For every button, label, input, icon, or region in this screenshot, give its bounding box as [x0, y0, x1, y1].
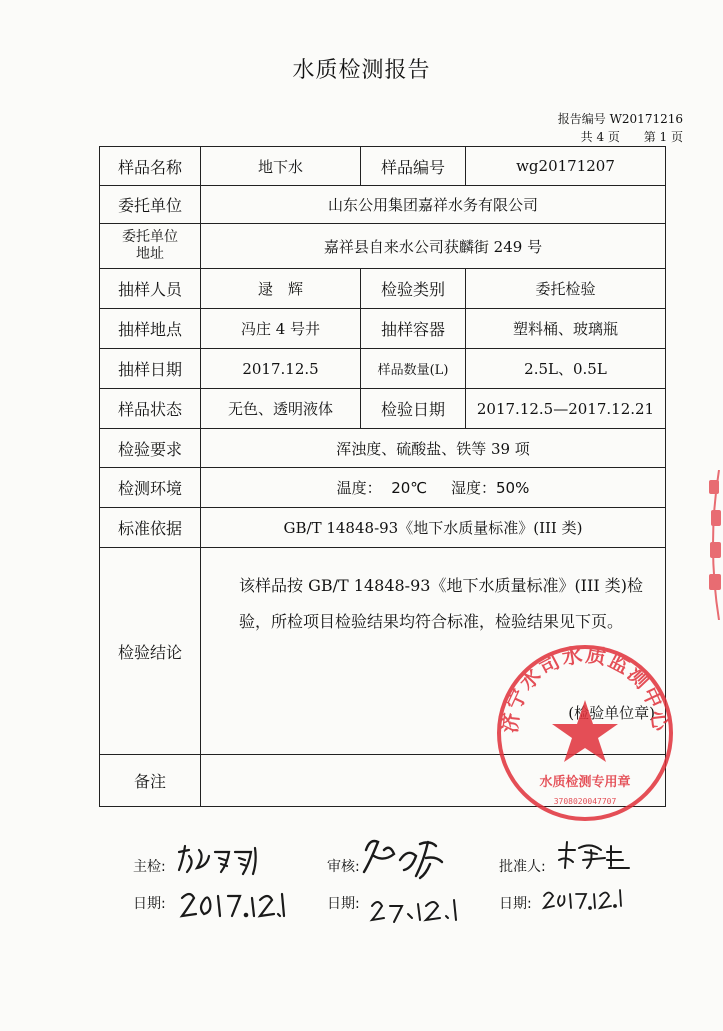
container-value: 塑料桶、玻璃瓶	[466, 309, 666, 349]
table-row	[100, 186, 666, 224]
table-row	[100, 309, 666, 349]
test-type-label: 检验类别	[361, 269, 466, 309]
standard-label: 标准依据	[100, 508, 201, 548]
requirement-value: 浑浊度、硫酸盐、铁等 39 项	[201, 429, 666, 468]
state-value: 无色、透明液体	[201, 389, 361, 429]
approver-label: 批准人:	[499, 859, 546, 875]
page-number: 第 1 页	[643, 130, 683, 144]
sampler-label: 抽样人员	[100, 269, 201, 309]
table-row	[100, 468, 666, 508]
stamp-subtext: 水质检测专用章	[539, 775, 631, 790]
table-row	[100, 224, 666, 269]
conclusion-text: 该样品按 GB/T 14848-93《地下水质量标准》(III 类)检验，所检项目检验结果均符合标准，检验结果见下页。	[239, 576, 643, 631]
client-address-label-line2: 地址	[136, 246, 164, 262]
table-row	[100, 349, 666, 389]
table-row	[100, 429, 666, 468]
sampling-date-label: 抽样日期	[100, 349, 201, 389]
test-date-value: 2017.12.5—2017.12.21	[466, 389, 666, 429]
requirement-label: 检验要求	[100, 429, 201, 468]
sample-name-label: 样品名称	[100, 147, 201, 186]
stamp-text: 济宁水司水质监测中心	[497, 642, 673, 734]
edge-stamp-fragment	[701, 470, 723, 620]
report-number: 报告编号 W20171216	[557, 112, 683, 126]
reviewer-date-handwritten	[368, 892, 468, 926]
client-address-value: 嘉祥县自来水公司获麟街 249 号	[201, 224, 666, 269]
environment-value: 温度： 20℃ 湿度：50%	[201, 468, 666, 508]
test-date-label: 检验日期	[361, 389, 466, 429]
test-type-value: 委托检验	[466, 269, 666, 309]
seal-note: (检验单位章)	[568, 704, 655, 722]
inspector-date-handwritten	[178, 886, 288, 920]
site-value: 冯庄 4 号井	[201, 309, 361, 349]
sample-no-label: 样品编号	[361, 147, 466, 186]
sample-name-value: 地下水	[201, 147, 361, 186]
container-label: 抽样容器	[361, 309, 466, 349]
sampler-value: 逯 辉	[201, 269, 361, 309]
environment-label: 检测环境	[100, 468, 201, 508]
conclusion-label: 检验结论	[100, 548, 201, 755]
total-pages: 共 4 页	[580, 130, 620, 144]
reviewer-label: 审核:	[327, 859, 360, 875]
approver-signature	[555, 840, 640, 872]
stamp-seal	[492, 640, 678, 826]
reviewer-date-label: 日期:	[327, 896, 360, 912]
client-label: 委托单位	[100, 186, 201, 224]
state-label: 样品状态	[100, 389, 201, 429]
remark-label: 备注	[100, 755, 201, 807]
inspector-signature	[175, 842, 265, 878]
site-label: 抽样地点	[100, 309, 201, 349]
sample-no-value: wg20171207	[466, 147, 666, 186]
table-row	[100, 269, 666, 309]
page-info	[561, 128, 683, 145]
table-row	[100, 508, 666, 548]
quantity-label: 样品数量(L)	[361, 349, 466, 389]
quantity-value: 2.5L、0.5L	[466, 349, 666, 389]
client-address-label	[100, 224, 201, 269]
table-row	[100, 147, 666, 186]
sampling-date-value: 2017.12.5	[201, 349, 361, 389]
inspector-label: 主检:	[133, 859, 166, 875]
standard-value: GB/T 14848-93《地下水质量标准》(III 类)	[201, 508, 666, 548]
approver-date-label: 日期:	[499, 896, 532, 912]
table-row	[100, 389, 666, 429]
reviewer-signature	[360, 832, 455, 882]
approver-date-handwritten	[540, 884, 630, 914]
page-title: 水质检测报告	[292, 58, 431, 83]
stamp-code: 3708020047707	[553, 797, 617, 806]
inspector-date-label: 日期:	[133, 896, 166, 912]
client-value: 山东公用集团嘉祥水务有限公司	[201, 186, 666, 224]
client-address-label-line1: 委托单位	[122, 229, 178, 245]
